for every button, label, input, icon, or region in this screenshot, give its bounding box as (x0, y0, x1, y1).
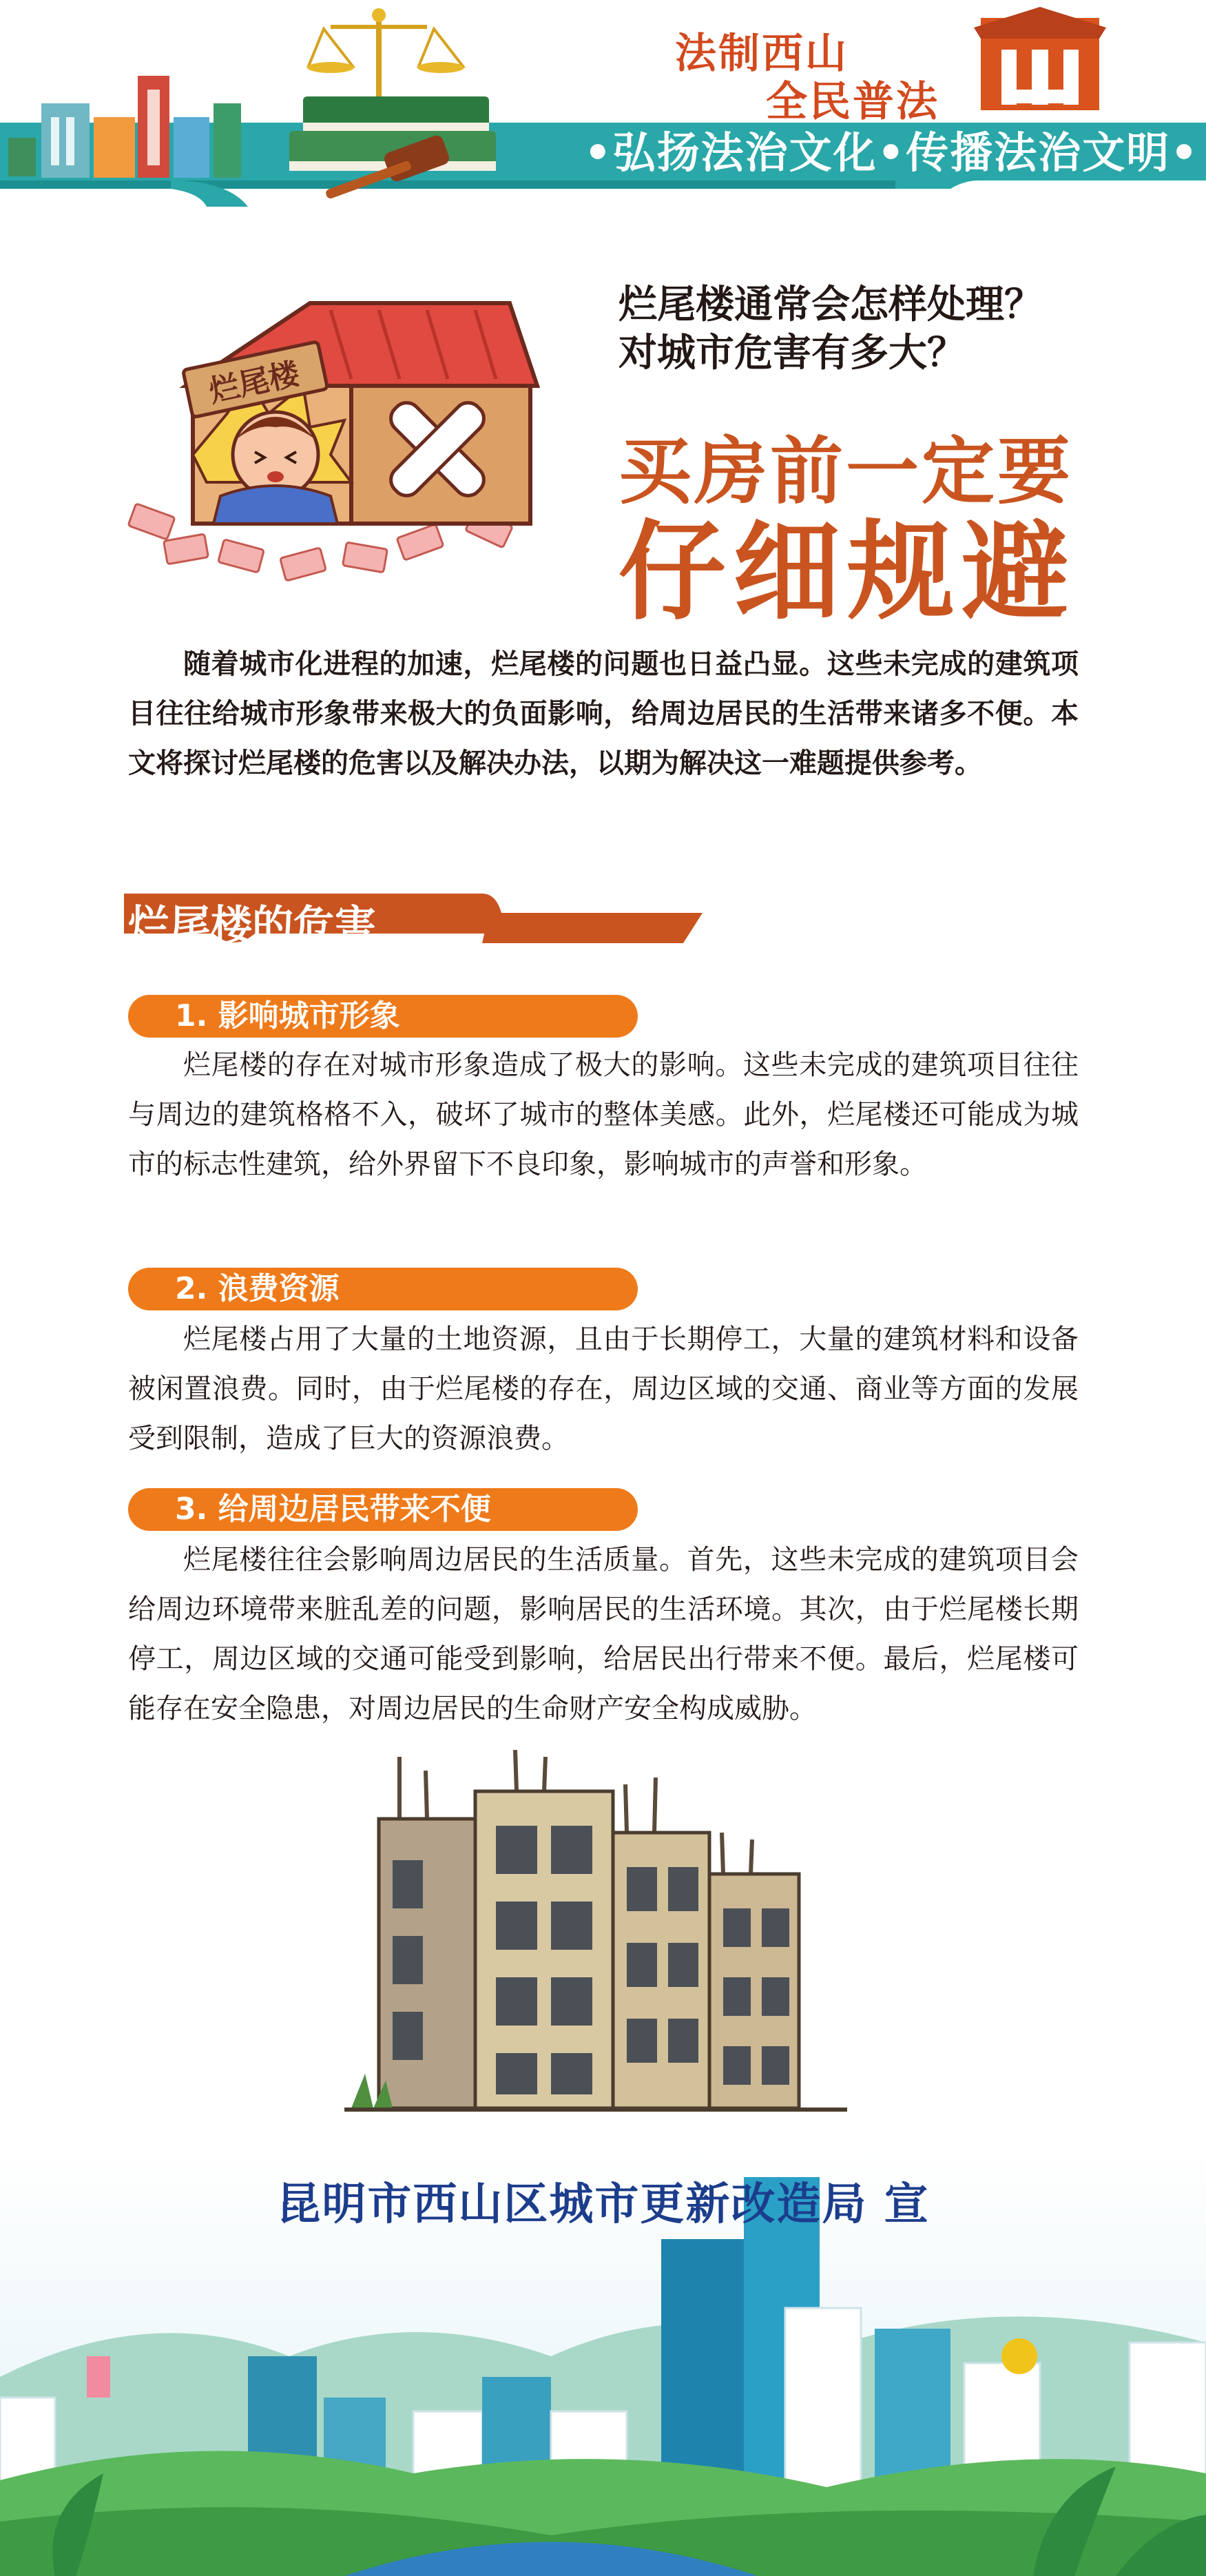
headline-line-1: 买房前一定要 (618, 429, 1073, 514)
intro-paragraph: 随着城市化进程的加速，烂尾楼的问题也日益凸显。这些未完成的建筑项目往往给城市形象带来极大的负面影响，给周边居民的生活带来诸多不便。本文将探讨烂尾楼的危害以及解决办法，以期为解决这一难题提供参考。 (128, 648, 1079, 779)
subheading-pill-1: 1. 影响城市形象 (128, 995, 638, 1038)
section-body-3: 烂尾楼往往会影响周边居民的生活质量。首先，这些未完成的建筑项目会给周边环境带来脏乱差的问题，影响居民的生活环境。其次，由于烂尾楼长期停工，周边区域的交通可能受到影响，给居民出行带来不便。最后，烂尾楼可能存在安全隐患，对周边居民的生命财产安全构成威胁。 (128, 1544, 1079, 1724)
city-buildings-icon (8, 76, 241, 178)
abandoned-buildings-illustration (337, 1750, 875, 2143)
section-body-1: 烂尾楼的存在对城市形象造成了极大的影响。这些未完成的建筑项目往往与周边的建筑格格不入，破坏了城市的整体美感。此外，烂尾楼还可能成为城市的标志性建筑，给外界留下不良印象，影响城市的声誉和形象。 (128, 1049, 1079, 1180)
subheading-pill-2: 2. 浪费资源 (128, 1268, 638, 1310)
subheading-pill-3: 3. 给周边居民带来不便 (128, 1488, 638, 1531)
headline-line-2: 仔细规避 (618, 509, 1076, 635)
unfinished-house-illustration (124, 276, 565, 606)
section-title: 烂尾楼的危害 (128, 902, 376, 950)
sun-rays-icon (1001, 2338, 1037, 2374)
question-line-1: 烂尾楼通常会怎样处理？ (618, 282, 1043, 327)
brand-line-2: 全民普法 (766, 78, 939, 126)
section-body-2: 烂尾楼占用了大量的土地资源，且由于长期停工，大量的建筑材料和设备被闲置浪费。同时，由于烂尾楼的存在，周边区域的交通、商业等方面的发展受到限制，造成了巨大的资源浪费。 (128, 1323, 1079, 1454)
sign-text: 烂尾楼 (206, 356, 302, 410)
publisher-footer: 昆明市西山区城市更新改造局 宣 (276, 2179, 930, 2230)
question-line-2: 对城市危害有多大？ (618, 331, 966, 375)
xishan-gate-logo (974, 7, 1106, 110)
scales-of-justice-icon (307, 8, 464, 98)
brand-line-1: 法制西山 (675, 30, 849, 78)
slogan-banner: •弘扬法治文化•传播法治文明• (584, 127, 1199, 178)
